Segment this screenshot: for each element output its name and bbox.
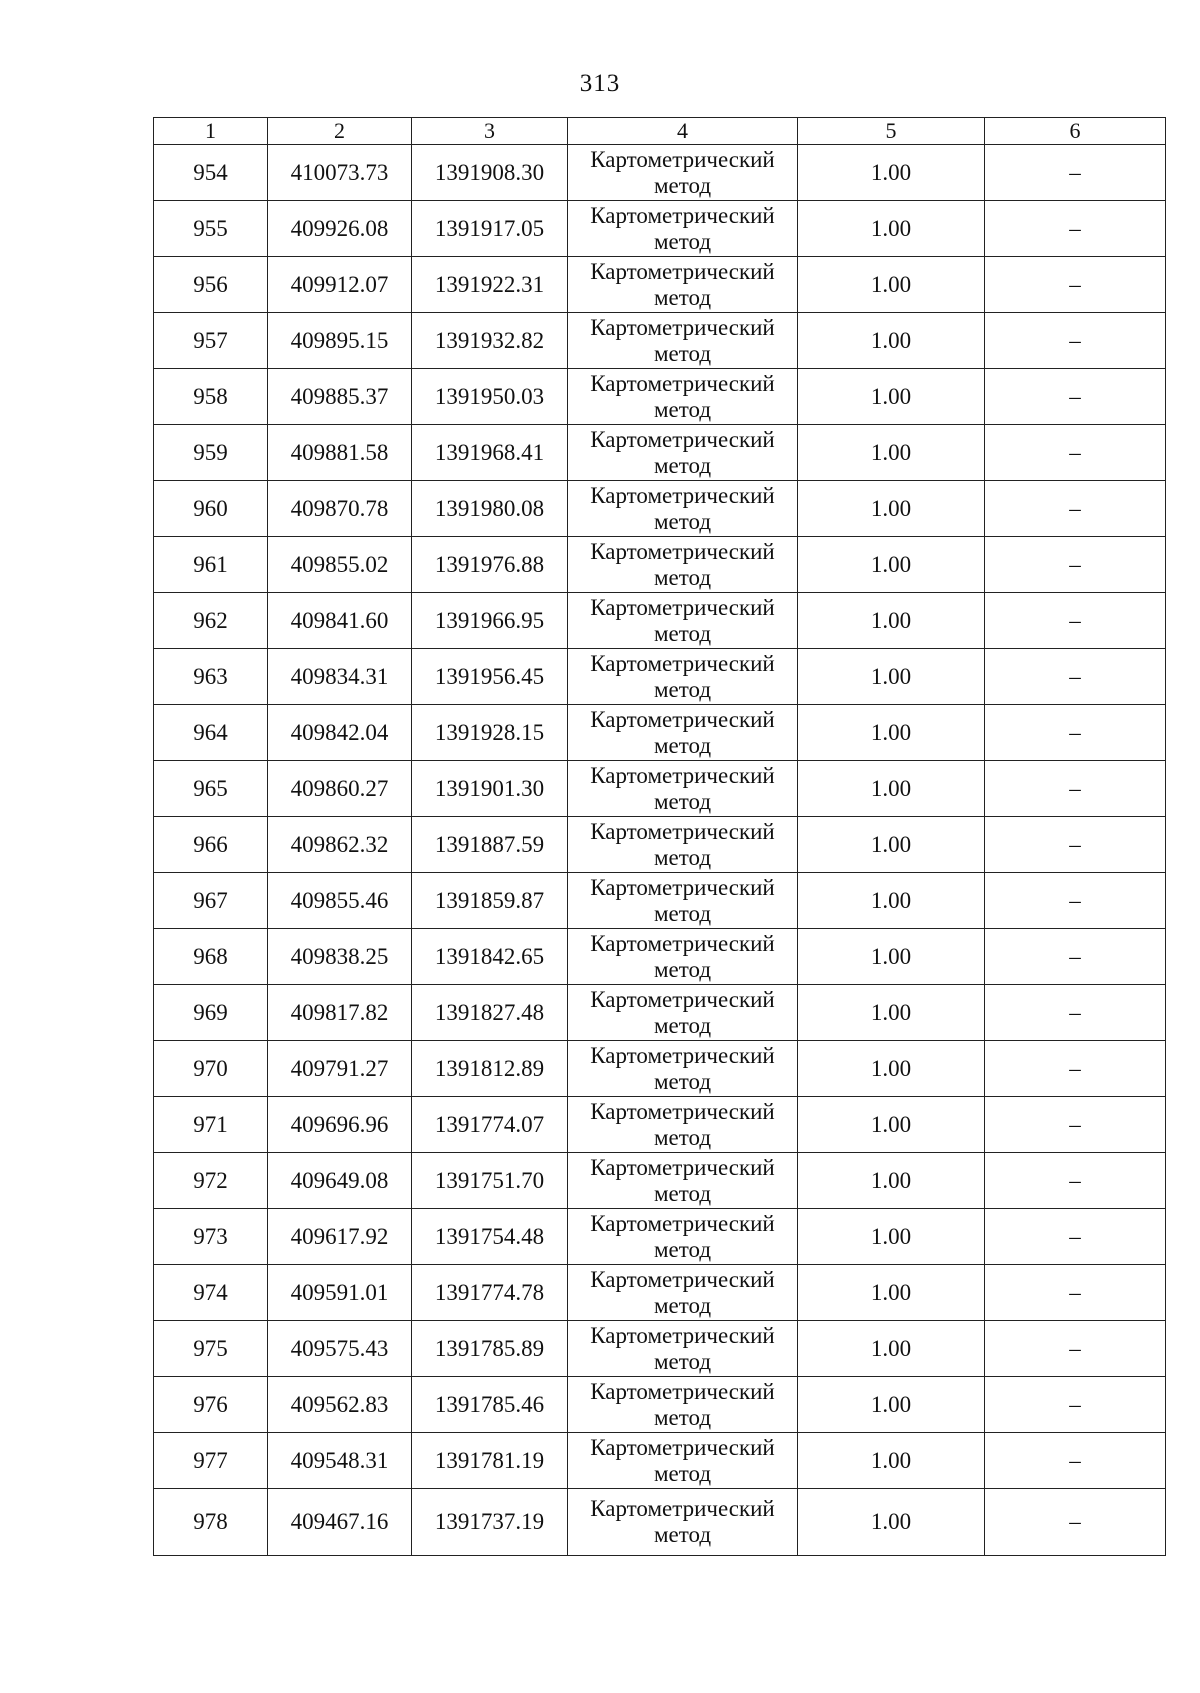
point-number-cell: 971 xyxy=(154,1097,268,1153)
accuracy-cell: 1.00 xyxy=(798,1153,985,1209)
accuracy-cell: 1.00 xyxy=(798,369,985,425)
method-cell: Картометрический метод xyxy=(568,369,798,425)
x-coordinate-cell: 409575.43 xyxy=(268,1321,412,1377)
method-cell: Картометрический метод xyxy=(568,481,798,537)
table-row xyxy=(154,705,1166,761)
table-row xyxy=(154,649,1166,705)
accuracy-cell: 1.00 xyxy=(798,1377,985,1433)
table-row xyxy=(154,537,1166,593)
note-cell: – xyxy=(985,313,1166,369)
point-number-cell: 966 xyxy=(154,817,268,873)
header-col-5: 5 xyxy=(798,118,985,145)
table-row xyxy=(154,1433,1166,1489)
method-cell: Картометрический метод xyxy=(568,1097,798,1153)
y-coordinate-cell: 1391751.70 xyxy=(412,1153,568,1209)
method-cell: Картометрический метод xyxy=(568,537,798,593)
point-number-cell: 974 xyxy=(154,1265,268,1321)
accuracy-cell: 1.00 xyxy=(798,873,985,929)
table-row xyxy=(154,145,1166,201)
point-number-cell: 960 xyxy=(154,481,268,537)
note-cell: – xyxy=(985,985,1166,1041)
y-coordinate-cell: 1391901.30 xyxy=(412,761,568,817)
method-cell: Картометрический метод xyxy=(568,313,798,369)
table-header-row xyxy=(154,118,1166,145)
table-row xyxy=(154,1097,1166,1153)
table-row xyxy=(154,481,1166,537)
note-cell: – xyxy=(985,873,1166,929)
note-cell: – xyxy=(985,1209,1166,1265)
table-row xyxy=(154,257,1166,313)
note-cell: – xyxy=(985,369,1166,425)
coordinates-table xyxy=(153,117,1166,1556)
y-coordinate-cell: 1391785.89 xyxy=(412,1321,568,1377)
table-row xyxy=(154,1377,1166,1433)
accuracy-cell: 1.00 xyxy=(798,1433,985,1489)
method-cell: Картометрический метод xyxy=(568,425,798,481)
method-cell: Картометрический метод xyxy=(568,145,798,201)
note-cell: – xyxy=(985,257,1166,313)
method-cell: Картометрический метод xyxy=(568,593,798,649)
accuracy-cell: 1.00 xyxy=(798,425,985,481)
y-coordinate-cell: 1391932.82 xyxy=(412,313,568,369)
method-cell: Картометрический метод xyxy=(568,705,798,761)
note-cell: – xyxy=(985,705,1166,761)
table-row xyxy=(154,1265,1166,1321)
point-number-cell: 955 xyxy=(154,201,268,257)
x-coordinate-cell: 409855.46 xyxy=(268,873,412,929)
method-cell: Картометрический метод xyxy=(568,873,798,929)
y-coordinate-cell: 1391785.46 xyxy=(412,1377,568,1433)
y-coordinate-cell: 1391781.19 xyxy=(412,1433,568,1489)
point-number-cell: 964 xyxy=(154,705,268,761)
point-number-cell: 969 xyxy=(154,985,268,1041)
x-coordinate-cell: 409855.02 xyxy=(268,537,412,593)
method-cell: Картометрический метод xyxy=(568,1377,798,1433)
x-coordinate-cell: 409834.31 xyxy=(268,649,412,705)
page-number: 313 xyxy=(579,70,621,97)
point-number-cell: 958 xyxy=(154,369,268,425)
table-row xyxy=(154,593,1166,649)
y-coordinate-cell: 1391966.95 xyxy=(412,593,568,649)
table-row xyxy=(154,1489,1166,1556)
table-row xyxy=(154,873,1166,929)
point-number-cell: 978 xyxy=(154,1489,268,1556)
y-coordinate-cell: 1391922.31 xyxy=(412,257,568,313)
point-number-cell: 970 xyxy=(154,1041,268,1097)
method-cell: Картометрический метод xyxy=(568,201,798,257)
y-coordinate-cell: 1391976.88 xyxy=(412,537,568,593)
table-row xyxy=(154,985,1166,1041)
x-coordinate-cell: 409617.92 xyxy=(268,1209,412,1265)
y-coordinate-cell: 1391827.48 xyxy=(412,985,568,1041)
accuracy-cell: 1.00 xyxy=(798,145,985,201)
point-number-cell: 962 xyxy=(154,593,268,649)
y-coordinate-cell: 1391754.48 xyxy=(412,1209,568,1265)
x-coordinate-cell: 409912.07 xyxy=(268,257,412,313)
note-cell: – xyxy=(985,425,1166,481)
point-number-cell: 972 xyxy=(154,1153,268,1209)
header-col-3: 3 xyxy=(412,118,568,145)
table-row xyxy=(154,1321,1166,1377)
y-coordinate-cell: 1391774.78 xyxy=(412,1265,568,1321)
point-number-cell: 957 xyxy=(154,313,268,369)
method-cell: Картометрический метод xyxy=(568,1209,798,1265)
accuracy-cell: 1.00 xyxy=(798,201,985,257)
x-coordinate-cell: 409562.83 xyxy=(268,1377,412,1433)
x-coordinate-cell: 409591.01 xyxy=(268,1265,412,1321)
point-number-cell: 968 xyxy=(154,929,268,985)
y-coordinate-cell: 1391859.87 xyxy=(412,873,568,929)
x-coordinate-cell: 409841.60 xyxy=(268,593,412,649)
method-cell: Картометрический метод xyxy=(568,1265,798,1321)
y-coordinate-cell: 1391812.89 xyxy=(412,1041,568,1097)
x-coordinate-cell: 409885.37 xyxy=(268,369,412,425)
accuracy-cell: 1.00 xyxy=(798,1489,985,1556)
note-cell: – xyxy=(985,649,1166,705)
x-coordinate-cell: 409791.27 xyxy=(268,1041,412,1097)
note-cell: – xyxy=(985,481,1166,537)
accuracy-cell: 1.00 xyxy=(798,985,985,1041)
x-coordinate-cell: 409862.32 xyxy=(268,817,412,873)
note-cell: – xyxy=(985,537,1166,593)
note-cell: – xyxy=(985,145,1166,201)
y-coordinate-cell: 1391950.03 xyxy=(412,369,568,425)
header-col-1: 1 xyxy=(154,118,268,145)
point-number-cell: 975 xyxy=(154,1321,268,1377)
point-number-cell: 967 xyxy=(154,873,268,929)
accuracy-cell: 1.00 xyxy=(798,1265,985,1321)
y-coordinate-cell: 1391980.08 xyxy=(412,481,568,537)
x-coordinate-cell: 409860.27 xyxy=(268,761,412,817)
method-cell: Картометрический метод xyxy=(568,985,798,1041)
method-cell: Картометрический метод xyxy=(568,1489,798,1556)
accuracy-cell: 1.00 xyxy=(798,1041,985,1097)
note-cell: – xyxy=(985,1153,1166,1209)
note-cell: – xyxy=(985,817,1166,873)
y-coordinate-cell: 1391968.41 xyxy=(412,425,568,481)
note-cell: – xyxy=(985,761,1166,817)
accuracy-cell: 1.00 xyxy=(798,705,985,761)
note-cell: – xyxy=(985,1377,1166,1433)
x-coordinate-cell: 410073.73 xyxy=(268,145,412,201)
accuracy-cell: 1.00 xyxy=(798,537,985,593)
method-cell: Картометрический метод xyxy=(568,761,798,817)
table-body xyxy=(154,145,1166,1556)
x-coordinate-cell: 409838.25 xyxy=(268,929,412,985)
y-coordinate-cell: 1391956.45 xyxy=(412,649,568,705)
point-number-cell: 956 xyxy=(154,257,268,313)
point-number-cell: 977 xyxy=(154,1433,268,1489)
y-coordinate-cell: 1391737.19 xyxy=(412,1489,568,1556)
note-cell: – xyxy=(985,1265,1166,1321)
method-cell: Картометрический метод xyxy=(568,649,798,705)
x-coordinate-cell: 409467.16 xyxy=(268,1489,412,1556)
accuracy-cell: 1.00 xyxy=(798,1321,985,1377)
x-coordinate-cell: 409870.78 xyxy=(268,481,412,537)
x-coordinate-cell: 409881.58 xyxy=(268,425,412,481)
accuracy-cell: 1.00 xyxy=(798,1097,985,1153)
y-coordinate-cell: 1391887.59 xyxy=(412,817,568,873)
x-coordinate-cell: 409842.04 xyxy=(268,705,412,761)
point-number-cell: 954 xyxy=(154,145,268,201)
table-row xyxy=(154,929,1166,985)
accuracy-cell: 1.00 xyxy=(798,761,985,817)
y-coordinate-cell: 1391774.07 xyxy=(412,1097,568,1153)
x-coordinate-cell: 409926.08 xyxy=(268,201,412,257)
header-col-2: 2 xyxy=(268,118,412,145)
x-coordinate-cell: 409817.82 xyxy=(268,985,412,1041)
accuracy-cell: 1.00 xyxy=(798,593,985,649)
note-cell: – xyxy=(985,929,1166,985)
method-cell: Картометрический метод xyxy=(568,817,798,873)
header-col-4: 4 xyxy=(568,118,798,145)
table-row xyxy=(154,1209,1166,1265)
note-cell: – xyxy=(985,1041,1166,1097)
header-col-6: 6 xyxy=(985,118,1166,145)
point-number-cell: 963 xyxy=(154,649,268,705)
point-number-cell: 973 xyxy=(154,1209,268,1265)
x-coordinate-cell: 409548.31 xyxy=(268,1433,412,1489)
table-row xyxy=(154,201,1166,257)
y-coordinate-cell: 1391928.15 xyxy=(412,705,568,761)
note-cell: – xyxy=(985,593,1166,649)
accuracy-cell: 1.00 xyxy=(798,817,985,873)
method-cell: Картометрический метод xyxy=(568,1041,798,1097)
table-row xyxy=(154,425,1166,481)
note-cell: – xyxy=(985,1489,1166,1556)
accuracy-cell: 1.00 xyxy=(798,257,985,313)
method-cell: Картометрический метод xyxy=(568,1321,798,1377)
point-number-cell: 961 xyxy=(154,537,268,593)
table-row xyxy=(154,1041,1166,1097)
x-coordinate-cell: 409696.96 xyxy=(268,1097,412,1153)
accuracy-cell: 1.00 xyxy=(798,313,985,369)
accuracy-cell: 1.00 xyxy=(798,649,985,705)
method-cell: Картометрический метод xyxy=(568,1433,798,1489)
point-number-cell: 965 xyxy=(154,761,268,817)
accuracy-cell: 1.00 xyxy=(798,481,985,537)
table-row xyxy=(154,1153,1166,1209)
method-cell: Картометрический метод xyxy=(568,1153,798,1209)
table-row xyxy=(154,761,1166,817)
y-coordinate-cell: 1391908.30 xyxy=(412,145,568,201)
point-number-cell: 976 xyxy=(154,1377,268,1433)
table-row xyxy=(154,817,1166,873)
note-cell: – xyxy=(985,1097,1166,1153)
x-coordinate-cell: 409895.15 xyxy=(268,313,412,369)
method-cell: Картометрический метод xyxy=(568,929,798,985)
note-cell: – xyxy=(985,1433,1166,1489)
table-row xyxy=(154,313,1166,369)
note-cell: – xyxy=(985,201,1166,257)
table-row xyxy=(154,369,1166,425)
y-coordinate-cell: 1391917.05 xyxy=(412,201,568,257)
accuracy-cell: 1.00 xyxy=(798,1209,985,1265)
point-number-cell: 959 xyxy=(154,425,268,481)
x-coordinate-cell: 409649.08 xyxy=(268,1153,412,1209)
accuracy-cell: 1.00 xyxy=(798,929,985,985)
note-cell: – xyxy=(985,1321,1166,1377)
method-cell: Картометрический метод xyxy=(568,257,798,313)
y-coordinate-cell: 1391842.65 xyxy=(412,929,568,985)
